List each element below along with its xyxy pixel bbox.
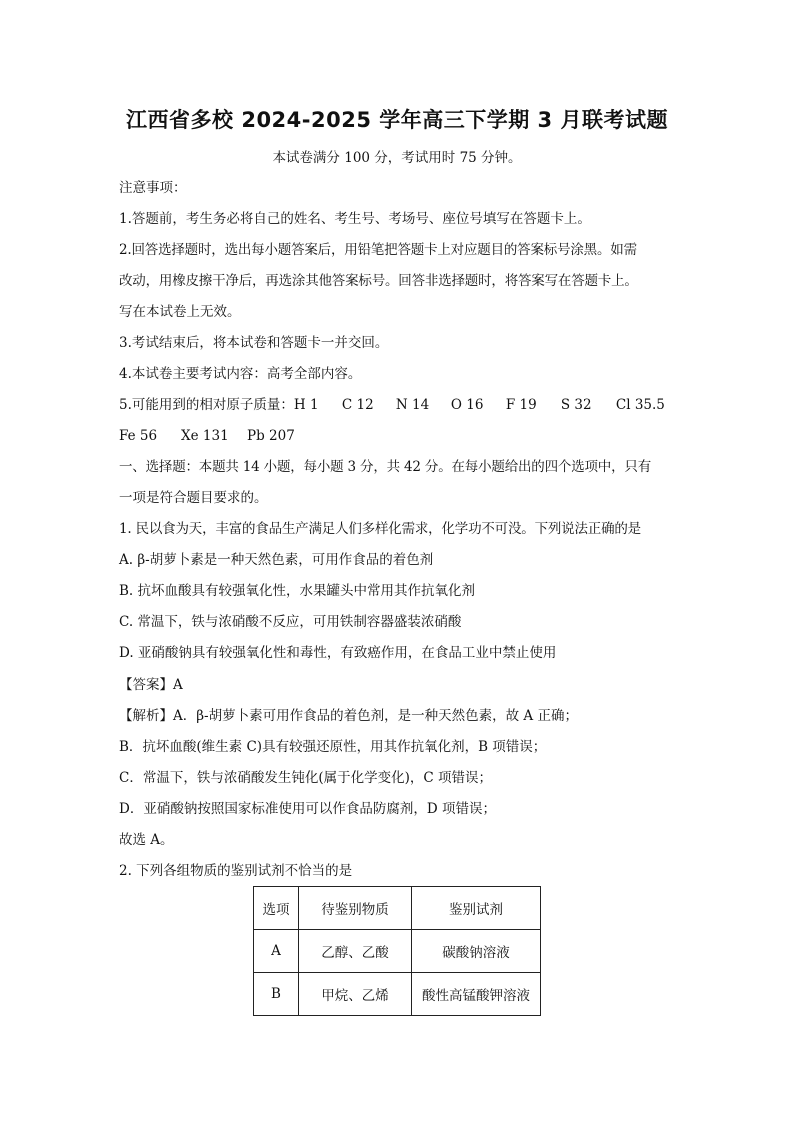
question-1-analysis-a: 【解析】A．β-胡萝卜素可用作食品的着色剂，是一种天然色素，故 A 正确； <box>119 708 578 724</box>
atom-mass: Pb 207 <box>247 428 295 444</box>
question-1-analysis-c: C．常温下，铁与浓硝酸发生钝化(属于化学变化)，C 项错误； <box>119 770 492 786</box>
table-cell: 乙醇、乙酸 <box>299 930 412 973</box>
note-2-line-1: 2.回答选择题时，选出每小题答案后，用铅笔把答题卡上对应题目的答案标号涂黑。如需 <box>119 242 637 258</box>
atom-mass: Fe 56 <box>119 428 158 444</box>
note-5-label: 5.可能用到的相对原子质量： <box>119 397 294 413</box>
table-row <box>254 973 541 1016</box>
question-1-analysis-b: B．抗坏血酸(维生素 C)具有较强还原性，用其作抗氧化剂，B 项错误； <box>119 739 547 755</box>
exam-subtitle: 本试卷满分 100 分，考试用时 75 分钟。 <box>272 150 522 166</box>
atom-mass: F 19 <box>505 397 537 413</box>
question-2-stem: 2. 下列各组物质的鉴别试剂不恰当的是 <box>119 863 353 879</box>
atom-mass: H 1 <box>293 397 319 413</box>
table-cell: 甲烷、乙烯 <box>299 973 412 1016</box>
question-2-table <box>253 886 541 1016</box>
note-3: 3.考试结束后，将本试卷和答题卡一并交回。 <box>119 335 389 351</box>
note-5-atomic-masses-row-2 <box>119 428 679 444</box>
table-cell: 酸性高锰酸钾溶液 <box>412 973 541 1016</box>
question-1-option-d: D. 亚硝酸钠具有较强氧化性和毒性，有致癌作用，在食品工业中禁止使用 <box>119 645 557 661</box>
atom-mass: Xe 131 <box>181 428 229 444</box>
atom-mass: C 12 <box>341 397 374 413</box>
table-header-cell: 待鉴别物质 <box>299 887 412 930</box>
atom-mass: O 16 <box>450 397 484 413</box>
question-1-conclusion: 故选 A。 <box>119 832 174 848</box>
table-cell: A <box>254 930 299 973</box>
question-1-option-a: A. β-胡萝卜素是一种天然色素，可用作食品的着色剂 <box>119 552 434 568</box>
table-cell: 碳酸钠溶液 <box>412 930 541 973</box>
page-title: 江西省多校 2024-2025 学年高三下学期 3 月联考试题 <box>126 108 668 132</box>
question-1-stem: 1. 民以食为天，丰富的食品生产满足人们多样化需求，化学功不可没。下列说法正确的是 <box>119 521 641 537</box>
question-1-option-b: B. 抗坏血酸具有较强氧化性，水果罐头中常用其作抗氧化剂 <box>119 583 476 599</box>
table-header-row <box>254 887 541 930</box>
section-1-heading-line-1: 一、选择题：本题共 14 小题，每小题 3 分，共 42 分。在每小题给出的四个选项中，只有 <box>119 459 651 475</box>
notes-heading: 注意事项： <box>119 180 187 196</box>
question-1-option-c: C. 常温下，铁与浓硝酸不反应，可用铁制容器盛装浓硝酸 <box>119 614 462 630</box>
note-2-line-3: 写在本试卷上无效。 <box>119 304 241 320</box>
note-1: 1.答题前，考生务必将自己的姓名、考生号、考场号、座位号填写在答题卡上。 <box>119 211 591 227</box>
table-cell: B <box>254 973 299 1016</box>
table-header-cell: 选项 <box>254 887 299 930</box>
atom-mass: S 32 <box>560 397 592 413</box>
table-row <box>254 930 541 973</box>
note-2-line-2: 改动，用橡皮擦干净后，再选涂其他答案标号。回答非选择题时，将答案写在答题卡上。 <box>119 273 638 289</box>
note-5-atomic-masses <box>119 397 679 413</box>
table-header-cell: 鉴别试剂 <box>412 887 541 930</box>
question-1-answer: 【答案】A <box>119 677 183 693</box>
question-1-analysis-d: D．亚硝酸钠按照国家标准使用可以作食品防腐剂，D 项错误； <box>119 801 496 817</box>
section-1-heading-line-2: 一项是符合题目要求的。 <box>119 490 268 506</box>
note-4: 4.本试卷主要考试内容：高考全部内容。 <box>119 366 362 382</box>
atom-mass: Cl 35.5 <box>615 397 665 413</box>
atom-mass: N 14 <box>395 397 430 413</box>
